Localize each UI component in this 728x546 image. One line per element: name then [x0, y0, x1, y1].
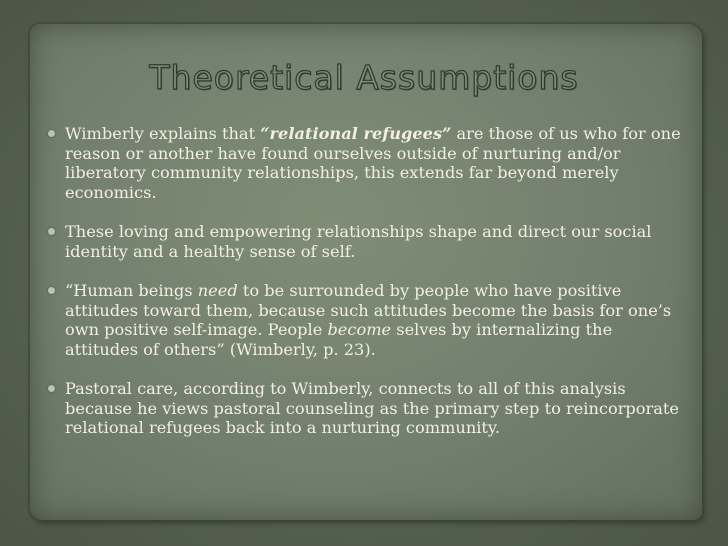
bullet-item: [48, 379, 688, 438]
bullet-item: [48, 124, 688, 202]
bullet-item: [48, 281, 688, 359]
bullet-text: “Human beings: [65, 281, 198, 300]
bullet-dot-icon: [48, 130, 55, 137]
bullet-emphasis: “relational refugees”: [260, 124, 452, 143]
bullet-text: to be surrounded by people who have positive attitudes toward them, because such attitudes become the basis for one’s own positive self-image. People: [65, 281, 672, 339]
bullet-dot-icon: [48, 287, 55, 294]
bullet-item: [48, 222, 688, 261]
bullet-text: are those of us who for one reason or another have found ourselves outside of nurturing and/or liberatory community relationships, this extends far beyond merely economics.: [65, 124, 681, 202]
slide-title: Theoretical Assumptions: [149, 58, 579, 97]
bullet-text: These loving and empowering relationships shape and direct our social identity and a healthy sense of self.: [65, 222, 652, 261]
bullet-text: Pastoral care, according to Wimberly, connects to all of this analysis because he views pastoral counseling as the primary step to reincorporate relational refugees back into a nurturing community.: [65, 379, 680, 437]
bullet-text: selves by internalizing the attitudes of others” (Wimberly, p. 23).: [65, 320, 613, 359]
bullet-emphasis: become: [327, 320, 392, 339]
bullet-list: [48, 124, 688, 438]
bullet-text: Wimberly explains that: [65, 124, 261, 143]
bullet-emphasis: need: [197, 281, 238, 300]
bullet-dot-icon: [48, 385, 55, 392]
bullet-dot-icon: [48, 228, 55, 235]
